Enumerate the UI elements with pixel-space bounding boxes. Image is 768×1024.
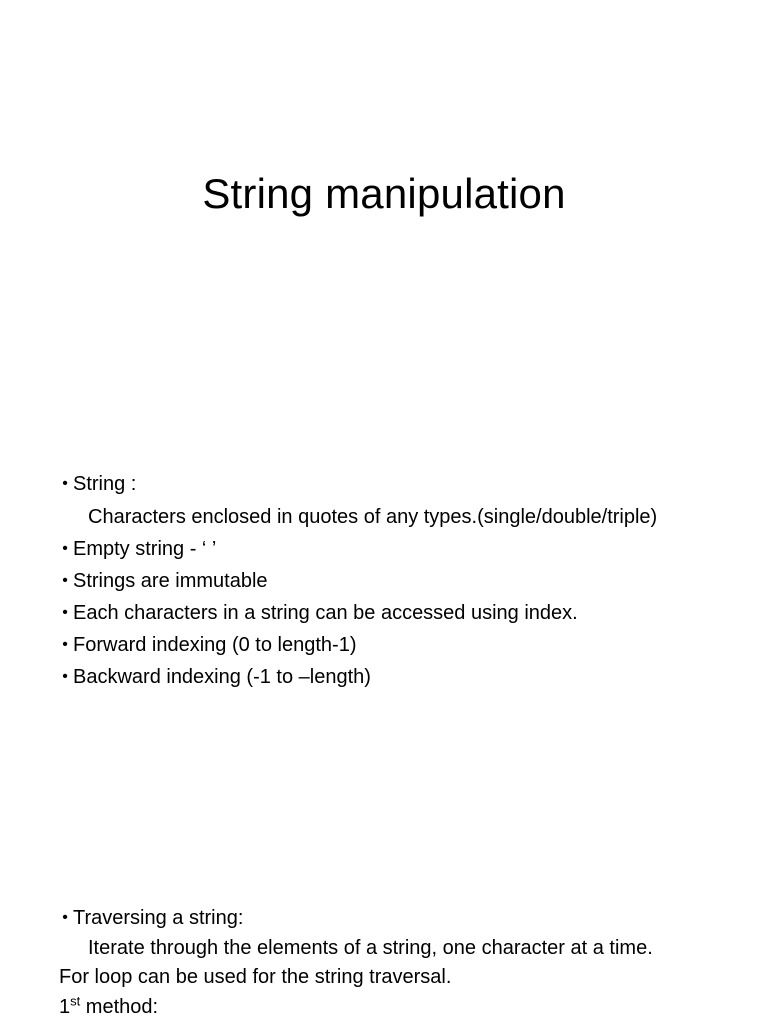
list-item-empty-string: Empty string - ‘ ’	[73, 538, 217, 560]
bullet-marker: •	[62, 475, 68, 492]
list-item-index-access: Each characters in a string can be accessed using index.	[73, 602, 578, 624]
list-item-immutable: Strings are immutable	[73, 570, 268, 592]
list-item-string-description: Characters enclosed in quotes of any types.(single/double/triple)	[88, 506, 658, 528]
method-label: method:	[80, 996, 159, 1018]
list-item-string: String :	[73, 473, 137, 495]
for-loop-note: For loop can be used for the string traversal.	[59, 966, 452, 988]
bullet-marker: •	[62, 668, 68, 685]
method-heading	[59, 995, 158, 1019]
bullet-marker: •	[62, 540, 68, 557]
list-item-forward-indexing: Forward indexing (0 to length-1)	[73, 634, 357, 656]
bullet-marker: •	[62, 572, 68, 589]
method-number: 1	[59, 996, 71, 1018]
list-item-traversing: Traversing a string:	[73, 907, 244, 929]
bullet-marker: •	[62, 636, 68, 653]
list-item-backward-indexing: Backward indexing (-1 to –length)	[73, 666, 371, 688]
page-title: String manipulation	[202, 170, 566, 217]
bullet-marker: •	[62, 604, 68, 621]
bullet-marker: •	[62, 909, 68, 926]
traversal-description: Iterate through the elements of a string, one character at a time.	[88, 937, 653, 959]
method-ordinal-suffix: st	[70, 993, 81, 1009]
